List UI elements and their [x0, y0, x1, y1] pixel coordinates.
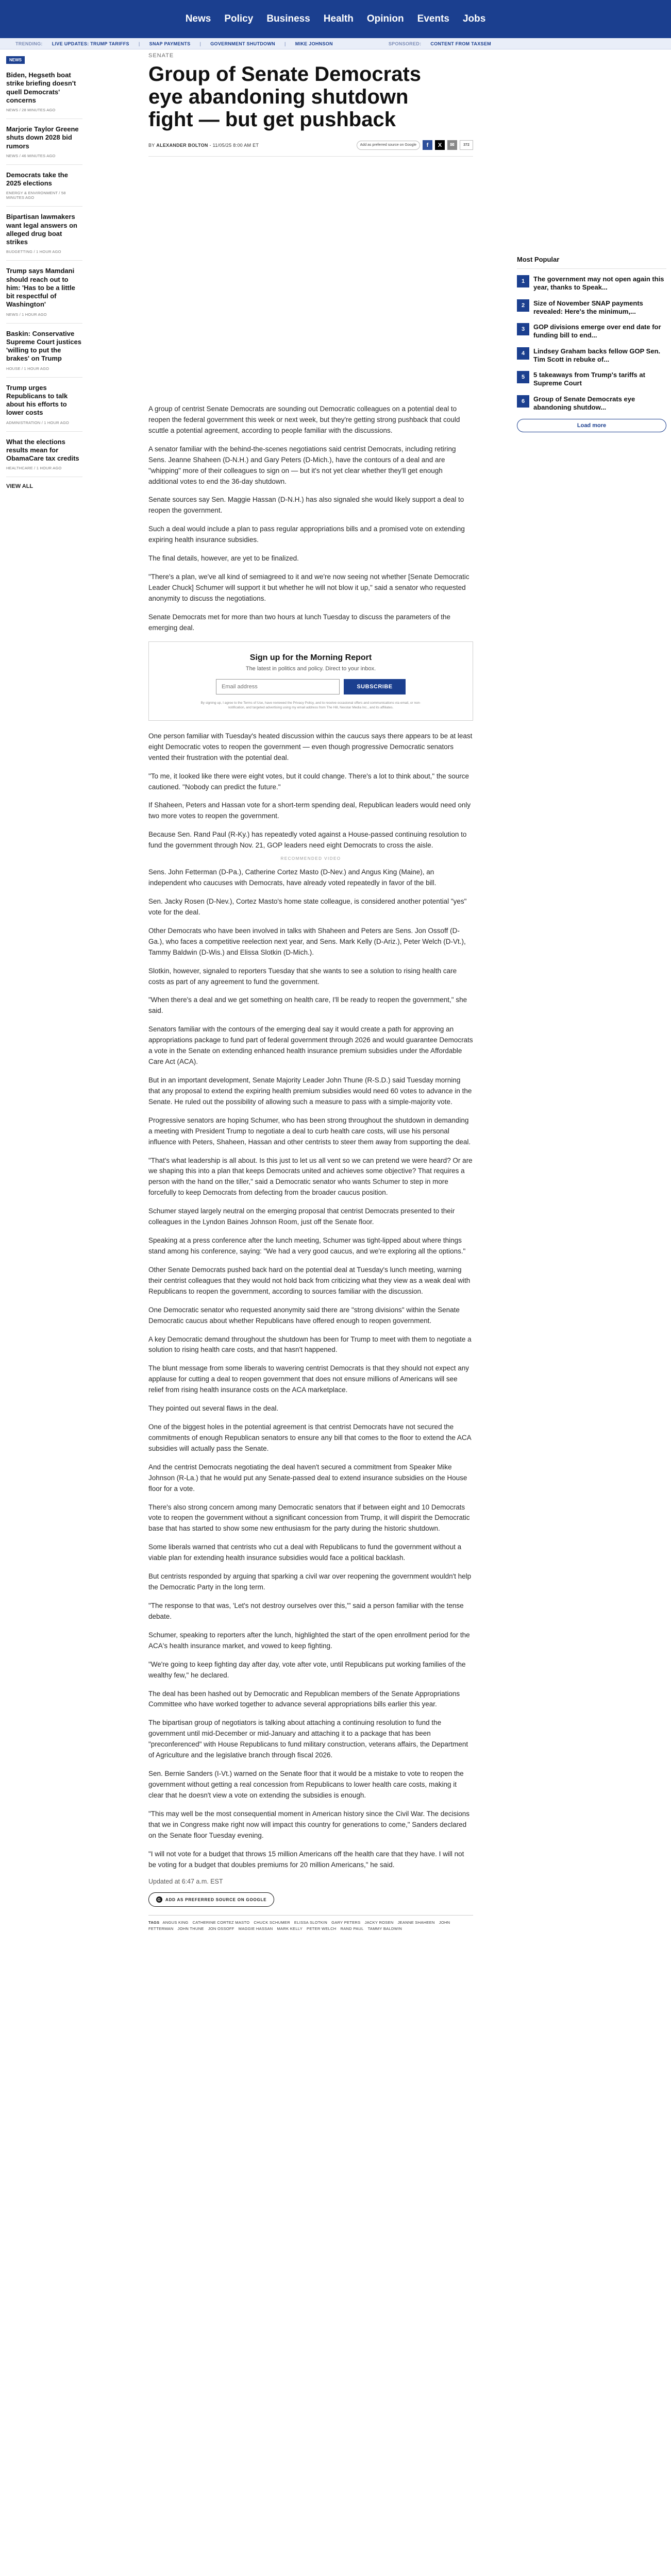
article-paragraph: "To me, it looked like there were eight votes, but it could change. There's a lot to think about," the source cautioned. "Nobody can predict the future.": [148, 772, 469, 791]
article-paragraph: A senator familiar with the behind-the-scenes negotiations said centrist Democrats, including retiring Sens. Jeanne Shaheen (D-N.H.) and Gary Peters (D-Mich.), have the contours of a deal and are "whipping" more of their colleagues to sign on — but it's not yet clear whether they'll get enough additional votes to end the 36-day shutdown.: [148, 445, 456, 485]
article-paragraph: A key Democratic demand throughout the shutdown has been for Trump to meet with them to negotiate a solution to rising health care costs, and that hasn't happened.: [148, 1335, 472, 1354]
nav-news[interactable]: News: [185, 13, 211, 24]
list-item[interactable]: 5 5 takeaways from Trump's tariffs at Supreme Court: [517, 371, 666, 388]
article-paragraph: The deal has been hashed out by Democratic and Republican members of the Senate Appropriations Committee who have worked together to advance several appropriations bills earlier this year.: [148, 1689, 460, 1708]
tag-link[interactable]: GARY PETERS: [331, 1920, 361, 1925]
newsletter-form: [159, 679, 462, 694]
article-paragraph: Slotkin, however, signaled to reporters Tuesday that she wants to see a solution to rising health care costs as part of any agreement to fund the government.: [148, 967, 457, 986]
nav-events[interactable]: Events: [417, 13, 449, 24]
latest-news-sidebar: [6, 55, 82, 489]
tag-link[interactable]: CATHERINE CORTEZ MASTO: [192, 1920, 250, 1925]
article-paragraph: They pointed out several flaws in the deal.: [148, 1404, 279, 1413]
article-paragraph: Other Senate Democrats pushed back hard on the potential deal at Tuesday's lunch meeting, warning their centrist colleagues that they would not hold back from criticizing what they view as a weak deal with Republicans to reopen the government, according to sources familiar with the discussion.: [148, 1265, 471, 1295]
article-paragraph: Progressive senators are hoping Schumer, who has been strong throughout the shutdown in demanding a meeting with President Trump to negotiate a deal to curb health care costs, will use his personal influence with Peters, Shaheen, Hassan and other centrists to steer them away from supporting the deal.: [148, 1116, 471, 1146]
tag-link[interactable]: TAMMY BALDWIN: [367, 1926, 402, 1931]
article-paragraph: Because Sen. Rand Paul (R-Ky.) has repeatedly voted against a House-passed continuing resolution to fund the government through Nov. 21, GOP leaders need eight Democrats to cross the aisle.: [148, 831, 467, 850]
article-paragraph: Other Democrats who have been involved in talks with Shaheen and Peters are Sens. Jon Ossoff (D-Ga.), who faces a competitive reelection next year, and Sens. Mark Kelly (D-Ariz.), Peter Welch (D-Vt.), Tammy Baldwin (D-Wis.) and Elissa Slotkin (D-Mich.).: [148, 926, 466, 956]
list-item[interactable]: Trump says Mamdani should reach out to him: 'Has to be a little bit respectful of Washington' NEWS / 1 HOUR AGO: [6, 267, 82, 323]
article-paragraph: Such a deal would include a plan to pass regular appropriations bills and a promised vote on extending expiring health insurance subsidies.: [148, 525, 465, 544]
site-header: [0, 0, 671, 38]
article: [148, 53, 473, 1932]
article-paragraph: But in an important development, Senate Majority Leader John Thune (R-S.D.) said Tuesday morning that any proposal to extend the expiring health premium subsidies would need 60 votes to advance in the Senate. He ruled out the possibility of allowing such a measure to pass with a simple-majority vote.: [148, 1076, 472, 1106]
google-icon: G: [156, 1896, 162, 1903]
nav-policy[interactable]: Policy: [224, 13, 254, 24]
rank-badge: 2: [517, 299, 529, 312]
article-paragraph: If Shaheen, Peters and Hassan vote for a short-term spending deal, Republican leaders would need only two more votes to reopen the government.: [148, 801, 471, 820]
article-paragraph: The final details, however, are yet to be finalized.: [148, 554, 299, 563]
list-item[interactable]: 3 GOP divisions emerge over end date for funding bill to end...: [517, 323, 666, 340]
article-paragraph: Speaking at a press conference after the lunch meeting, Schumer was tight-lipped about where things stand among his conference, saying: "We had a very good caucus, and we're exploring all the options.": [148, 1236, 466, 1255]
rank-badge: 1: [517, 275, 529, 287]
article-paragraph: One of the biggest holes in the potential agreement is that centrist Democrats have not secured the commitments of enough Republican senators to ensure any bill that comes to the floor to extend the ACA subsidies will actually pass the Senate.: [148, 1423, 471, 1452]
tag-link[interactable]: JOHN THUNE: [177, 1926, 204, 1931]
news-tag: NEWS: [6, 56, 25, 64]
article-paragraph: A group of centrist Senate Democrats are sounding out Democratic colleagues on a potential deal to reopen the federal government this week or next week, but they're getting strong pushback that could scuttle a potential agreement, according to people familiar with the discussions.: [148, 405, 460, 434]
preferred-source-button[interactable]: G ADD AS PREFERRED SOURCE ON GOOGLE: [148, 1892, 274, 1907]
section-label[interactable]: SENATE: [148, 53, 174, 59]
article-paragraph: "When there's a deal and we get something on health care, I'll be ready to reopen the government," she said.: [148, 996, 467, 1015]
article-paragraph: One person familiar with Tuesday's heated discussion within the caucus says there appears to be at least eight Democratic votes to reopen the government — even though progressive Democratic senators vented their frustration with the potential deal.: [148, 732, 473, 761]
trending-label: TRENDING:: [15, 41, 43, 46]
article-paragraph: Senate sources say Sen. Maggie Hassan (D-N.H.) has also signaled she would likely support a deal to reopen the government.: [148, 496, 464, 515]
tag-link[interactable]: JOHN FETTERMAN: [148, 1920, 450, 1931]
list-item[interactable]: 4 Lindsey Graham backs fellow GOP Sen. Tim Scott in rebuke of...: [517, 347, 666, 364]
facebook-icon[interactable]: f: [423, 140, 432, 150]
author-link[interactable]: ALEXANDER BOLTON: [156, 142, 208, 148]
article-paragraph: "That's what leadership is all about. Is this just to let us all vent so we can pretend we were heard? Or are we shaping this into a plan that keeps Democrats united and achieves some objective? That requires a person with the hand on the tiller," said a Democratic senator who wants Schumer to step in more forcefully to keep Democrats from defecting from the broader caucus position.: [148, 1156, 473, 1197]
article-paragraph: And the centrist Democrats negotiating the deal haven't secured a commitment from Speaker Mike Johnson (R-La.) that he would put any Senate-passed deal to extend insurance subsidies on the House floor for a vote.: [148, 1463, 467, 1493]
list-item[interactable]: Biden, Hegseth boat strike briefing doesn't quell Democrats' concerns NEWS / 28 MINUTES AGO: [6, 71, 82, 119]
article-paragraph: "The response to that was, 'Let's not destroy ourselves over this,'" said a person familiar with the tense debate.: [148, 1602, 464, 1620]
comments-count[interactable]: 372: [460, 140, 473, 150]
article-paragraph: Schumer stayed largely neutral on the emerging proposal that centrist Democrats presented to their colleagues in the Lyndon Baines Johnson Room, just off the Senate floor.: [148, 1207, 455, 1226]
list-item[interactable]: 6 Group of Senate Democrats eye abandoning shutdow...: [517, 395, 666, 412]
sponsored-item[interactable]: CONTENT FROM TAXSEM: [430, 41, 491, 46]
rank-badge: 3: [517, 323, 529, 335]
list-item[interactable]: Marjorie Taylor Greene shuts down 2028 bid rumors NEWS / 46 MINUTES AGO: [6, 125, 82, 165]
lead-media-area: [148, 157, 473, 404]
trending-item-snap[interactable]: SNAP PAYMENTS: [149, 41, 191, 46]
newsletter-title: Sign up for the Morning Report: [249, 653, 372, 662]
trending-item-shutdown[interactable]: GOVERNMENT SHUTDOWN: [210, 41, 275, 46]
article-paragraph: But centrists responded by arguing that sparking a civil war over reopening the government wouldn't help the Democratic Party in the long term.: [148, 1572, 472, 1591]
x-icon[interactable]: X: [435, 140, 445, 150]
tag-link[interactable]: PETER WELCH: [307, 1926, 337, 1931]
article-paragraph: Sens. John Fetterman (D-Pa.), Catherine Cortez Masto (D-Nev.) and Angus King (Maine), an independent who caucuses with Democrats, have already voted repeatedly in favor of the bill.: [148, 868, 437, 887]
tag-link[interactable]: ANGUS KING: [162, 1920, 189, 1925]
most-popular-title: Most Popular: [517, 256, 666, 269]
main-nav: [0, 13, 671, 25]
recommended-video-label: RECOMMENDED VIDEO: [280, 856, 341, 861]
trending-item-johnson[interactable]: MIKE JOHNSON: [295, 41, 333, 46]
list-item[interactable]: Democrats take the 2025 elections ENERGY & ENVIRONMENT / 58 MINUTES AGO: [6, 171, 82, 207]
list-item[interactable]: 1 The government may not open again this year, thanks to Speak...: [517, 275, 666, 292]
rank-badge: 4: [517, 347, 529, 360]
article-paragraph: The blunt message from some liberals to wavering centrist Democrats is that they should not expect any applause for cutting a deal to reopen government that does not ensure millions of Americans will see relief from rising health insurance costs on the ACA marketplace.: [148, 1364, 469, 1394]
email-icon[interactable]: ✉: [447, 140, 457, 150]
newsletter-fine-print: By signing up, I agree to the Terms of Use, have reviewed the Privacy Policy, and to receive occasional offers and communications via email, or non-notification, and targeted advertising using my email address from The Hill, Nexstar Media Inc., and its affiliates.: [200, 701, 421, 709]
article-paragraph: The bipartisan group of negotiators is talking about attaching a continuing resolution to fund the government until mid-December or mid-January and attaching it to a package that has been "preconferenced" with House Republicans to fund military construction, veterans affairs, the Department of Agriculture and the legislative branch through fiscal 2026.: [148, 1719, 468, 1759]
trending-item-tariffs[interactable]: LIVE UPDATES: TRUMP TARIFFS: [52, 41, 129, 46]
article-paragraph: Senators familiar with the contours of the emerging deal say it would create a path for approving an appropriations package to fund part of federal government through 2026 and would guarantee Democrats a vote in the Senate on extending enhanced health insurance premium subsidies under the Affordable Care Act (ACA).: [148, 1025, 473, 1066]
load-more-button[interactable]: Load more: [517, 419, 666, 432]
list-item[interactable]: Bipartisan lawmakers want legal answers on alleged drug boat strikes BUDGETTING / 1 HOUR AGO: [6, 213, 82, 261]
nav-business[interactable]: Business: [266, 13, 310, 24]
tag-link[interactable]: CHUCK SCHUMER: [254, 1920, 290, 1925]
tag-link[interactable]: RAND PAUL: [340, 1926, 364, 1931]
list-item[interactable]: What the elections results mean for ObamaCare tax credits HEALTHCARE / 1 HOUR AGO: [6, 438, 82, 478]
byline-row: [148, 140, 473, 157]
tag-link[interactable]: JEANNE SHAHEEN: [397, 1920, 435, 1925]
tag-link[interactable]: MAGGIE HASSAN: [238, 1926, 273, 1931]
tags-list: TAGS ANGUS KING CATHERINE CORTEZ MASTO CHUCK SCHUMER ELISSA SLOTKIN GARY PETERS JACKY ROSEN JEANNE SHAHEEN JOHN FETTERMAN JOHN THUNE JON OSSOFF MAGGIE HASSAN MARK KELLY PETER WELCH RAND PAUL TAMMY BALDWIN: [148, 1915, 473, 1932]
article-paragraph: "We're going to keep fighting day after day, vote after vote, until Republicans put working families of the wealthy few," he declared.: [148, 1660, 466, 1679]
sponsored-label: SPONSORED:: [388, 41, 422, 46]
list-item[interactable]: 2 Size of November SNAP payments revealed: Here's the minimum,...: [517, 299, 666, 316]
article-paragraph: "There's a plan, we've all kind of semiagreed to it and we're now seeing not whether [Senate Democratic Leader Chuck] Schumer will support it but whether he will not blow it up," said a senator who requested anonymity to discuss the negotiations.: [148, 573, 469, 602]
subscribe-button[interactable]: SUBSCRIBE: [344, 679, 406, 694]
view-all-link[interactable]: VIEW ALL: [6, 483, 33, 490]
email-input[interactable]: [216, 679, 340, 694]
tag-link[interactable]: JACKY ROSEN: [364, 1920, 394, 1925]
article-paragraph: Sen. Jacky Rosen (D-Nev.), Cortez Masto's home state colleague, is considered another potential "yes" vote for the deal.: [148, 897, 467, 916]
article-paragraph: There's also strong concern among many Democratic senators that if between eight and 10 Democrats vote to reopen the government without a significant concession from Trump, it will dispirit the Democratic base that has started to show some new enthusiasm for the party during the historic shutdown.: [148, 1503, 470, 1533]
newsletter-signup: [148, 641, 473, 721]
nav-jobs[interactable]: Jobs: [462, 13, 486, 24]
tag-link[interactable]: MARK KELLY: [277, 1926, 303, 1931]
article-paragraph: Some liberals warned that centrists who cut a deal with Republicans to fund the government without a viable plan for extending health insurance subsidies would face a political backlash.: [148, 1543, 462, 1562]
nav-opinion[interactable]: Opinion: [366, 13, 404, 24]
article-paragraph: "This may well be the most consequential moment in American history since the Civil War. The decisions that we in Congress make right now will impact this country for generations to come," Sanders declared on the Senate floor Tuesday evening.: [148, 1809, 470, 1839]
rank-badge: 5: [517, 371, 529, 383]
article-paragraph: Schumer, speaking to reporters after the lunch, highlighted the start of the open enrollment period for the ACA's health insurance market, and vowed to keep fighting.: [148, 1631, 470, 1650]
newsletter-subtitle: The latest in politics and policy. Direct to your inbox.: [245, 665, 376, 672]
article-paragraph: Senate Democrats met for more than two hours at lunch Tuesday to discuss the parameters of the emerging deal.: [148, 613, 451, 632]
article-paragraph: One Democratic senator who requested anonymity said there are "strong divisions" within the Senate Democratic caucus about whether Republicans have offered enough to reopen government.: [148, 1306, 460, 1325]
rank-badge: 6: [517, 395, 529, 408]
tag-link[interactable]: ELISSA SLOTKIN: [294, 1920, 328, 1925]
updated-timestamp: Updated at 6:47 a.m. EST: [148, 1878, 223, 1886]
byline: BY ALEXANDER BOLTON - 11/05/25 8:00 AM ET: [148, 142, 259, 148]
article-paragraph: "I will not vote for a budget that throws 15 million Americans off the health care that they have. I will not be voting for a budget that doubles premiums for 20 million Americans," he said.: [148, 1850, 464, 1869]
google-preferred-source-button[interactable]: Add as preferred source on Google: [357, 141, 420, 150]
most-popular-sidebar: [517, 256, 666, 432]
article-paragraph: Sen. Bernie Sanders (I-Vt.) warned on the Senate floor that it would be a mistake to vote to reopen the government without getting a real concession from Republicans to lower health care costs, making it clear that he doesn't view a vote on extending the subsidies is enough.: [148, 1770, 464, 1799]
article-body: [148, 404, 473, 1932]
tag-link[interactable]: JON OSSOFF: [208, 1926, 234, 1931]
trending-bar: TRENDING: LIVE UPDATES: TRUMP TARIFFS | SNAP PAYMENTS | GOVERNMENT SHUTDOWN | MIKE JOHNSON SPONSORED: CONTENT FROM TAXSEM: [0, 38, 671, 49]
headline: Group of Senate Democrats eye abandoning shutdown fight — but get pushback: [148, 63, 422, 131]
nav-health[interactable]: Health: [323, 13, 354, 24]
list-item[interactable]: Trump urges Republicans to talk about his efforts to lower costs ADMINISTRATION / 1 HOUR AGO: [6, 384, 82, 432]
share-tools: [357, 140, 473, 150]
list-item[interactable]: Baskin: Conservative Supreme Court justices 'willing to put the brakes' on Trump HOUSE / 1 HOUR AGO: [6, 330, 82, 378]
